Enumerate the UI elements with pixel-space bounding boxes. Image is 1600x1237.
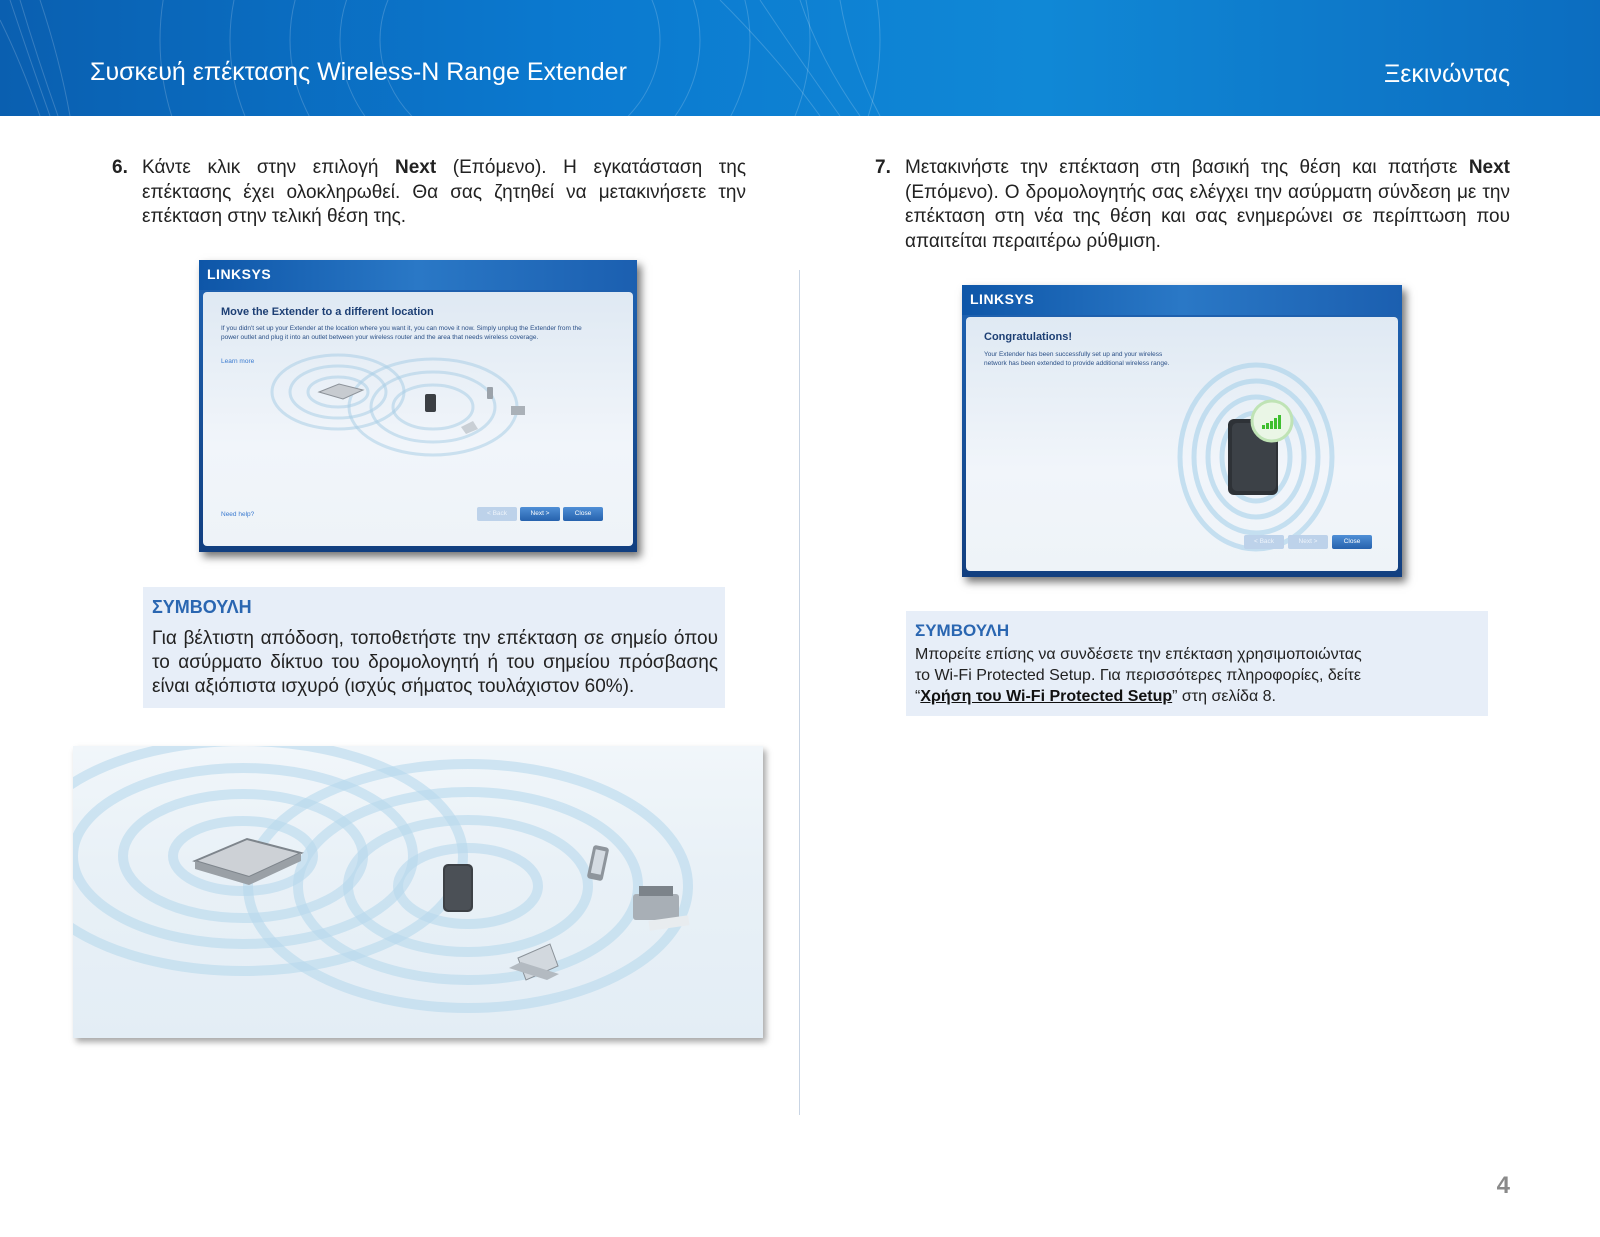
- coverage-illustration-large: [73, 746, 763, 1038]
- next-button[interactable]: Next >: [1288, 535, 1328, 549]
- wizard-text: Your Extender has been successfully set up and your wireless network has been extended to provide additional wireless range.: [984, 351, 1170, 367]
- page-header: [0, 0, 1600, 116]
- step-bold-next: Next: [395, 157, 437, 178]
- tip-line-3-tail: ” στη σελίδα 8.: [1172, 688, 1276, 705]
- wps-link[interactable]: Χρήση του Wi-Fi Protected Setup: [920, 688, 1173, 705]
- wizard-panel: [203, 292, 633, 546]
- screenshot-move-extender: [199, 260, 637, 552]
- page-number: 4: [1496, 1172, 1510, 1199]
- wizard-text: If you didn't set up your Extender at the location where you want it, you can move it now. Simply unplug the Extender from the power outlet and plug it into an outlet between your wireless router and the area that needs wireless coverage.: [221, 325, 582, 341]
- tip-line-3: [915, 686, 1475, 707]
- step-7: [875, 156, 1510, 254]
- wizard-title: Congratulations!: [984, 331, 1072, 343]
- tip-text: [915, 644, 1475, 707]
- need-help-link[interactable]: Need help?: [221, 511, 255, 518]
- document-title: Συσκευή επέκτασης Wireless-N Range Extender: [90, 58, 627, 86]
- tip-text: Για βέλτιστη απόδοση, τοποθετήστε την επέκταση σε σημείο όπου το ασύρματο δίκτυο του δρομολογητή ή του σημείου πρόσβασης είναι αξιόπιστα ισχυρό (ισχύς σήματος τουλάχιστον 60%).: [152, 628, 718, 697]
- step-text-cont: (Επόμενο). Ο δρομολογητής σας ελέγχει την ασύρματη σύνδεση με την επέκταση στη νέα της θέση και σας ενημερώνει σε περίπτωση που απαιτείται περαιτέρω ρύθμιση.: [905, 181, 1510, 252]
- linksys-logo: LINKSYS: [207, 266, 272, 282]
- close-button[interactable]: Close: [563, 507, 603, 521]
- column-divider: [799, 270, 800, 1115]
- wizard-title: Move the Extender to a different location: [221, 306, 434, 318]
- quote-open: “: [915, 688, 921, 705]
- learn-more-link[interactable]: Learn more: [221, 358, 255, 365]
- tip-line-1: Μπορείτε επίσης να συνδέσετε την επέκταση χρησιμοποιώντας: [915, 646, 1362, 663]
- tip-box-2: [906, 611, 1488, 716]
- step-number: 6.: [112, 157, 128, 178]
- step-text-cont: (Επόμενο). Η εγκατάσταση της επέκτασης έχει ολοκληρωθεί. Θα σας ζητηθεί να μετακινήσετε την επέκταση στην τελική θέση της.: [142, 157, 747, 228]
- next-button[interactable]: Next >: [520, 507, 560, 521]
- step-text: Μετακινήστε την επέκταση στη βασική της θέση και πατήστε: [905, 157, 1469, 178]
- back-button[interactable]: < Back: [477, 507, 517, 521]
- wizard-panel: [966, 317, 1398, 571]
- router-extender-devices-graphic: [73, 746, 763, 1038]
- step-text: Κάντε κλικ στην επιλογή: [142, 157, 395, 178]
- tip-line-2: το Wi-Fi Protected Setup. Για περισσότερες πληροφορίες, δείτε: [915, 667, 1361, 684]
- close-button[interactable]: Close: [1332, 535, 1372, 549]
- tip-title: ΣΥΜΒΟΥΛΗ: [152, 597, 252, 617]
- step-6: [112, 156, 747, 230]
- linksys-logo: LINKSYS: [970, 291, 1035, 307]
- tip-title: ΣΥΜΒΟΥΛΗ: [915, 621, 1010, 640]
- back-button[interactable]: < Back: [1244, 535, 1284, 549]
- screenshot-congratulations: [962, 285, 1402, 577]
- section-title: Ξεκινώντας: [1384, 60, 1510, 88]
- step-bold-next: Next: [1468, 157, 1510, 178]
- tip-box-1: [143, 587, 725, 708]
- step-number: 7.: [875, 157, 891, 178]
